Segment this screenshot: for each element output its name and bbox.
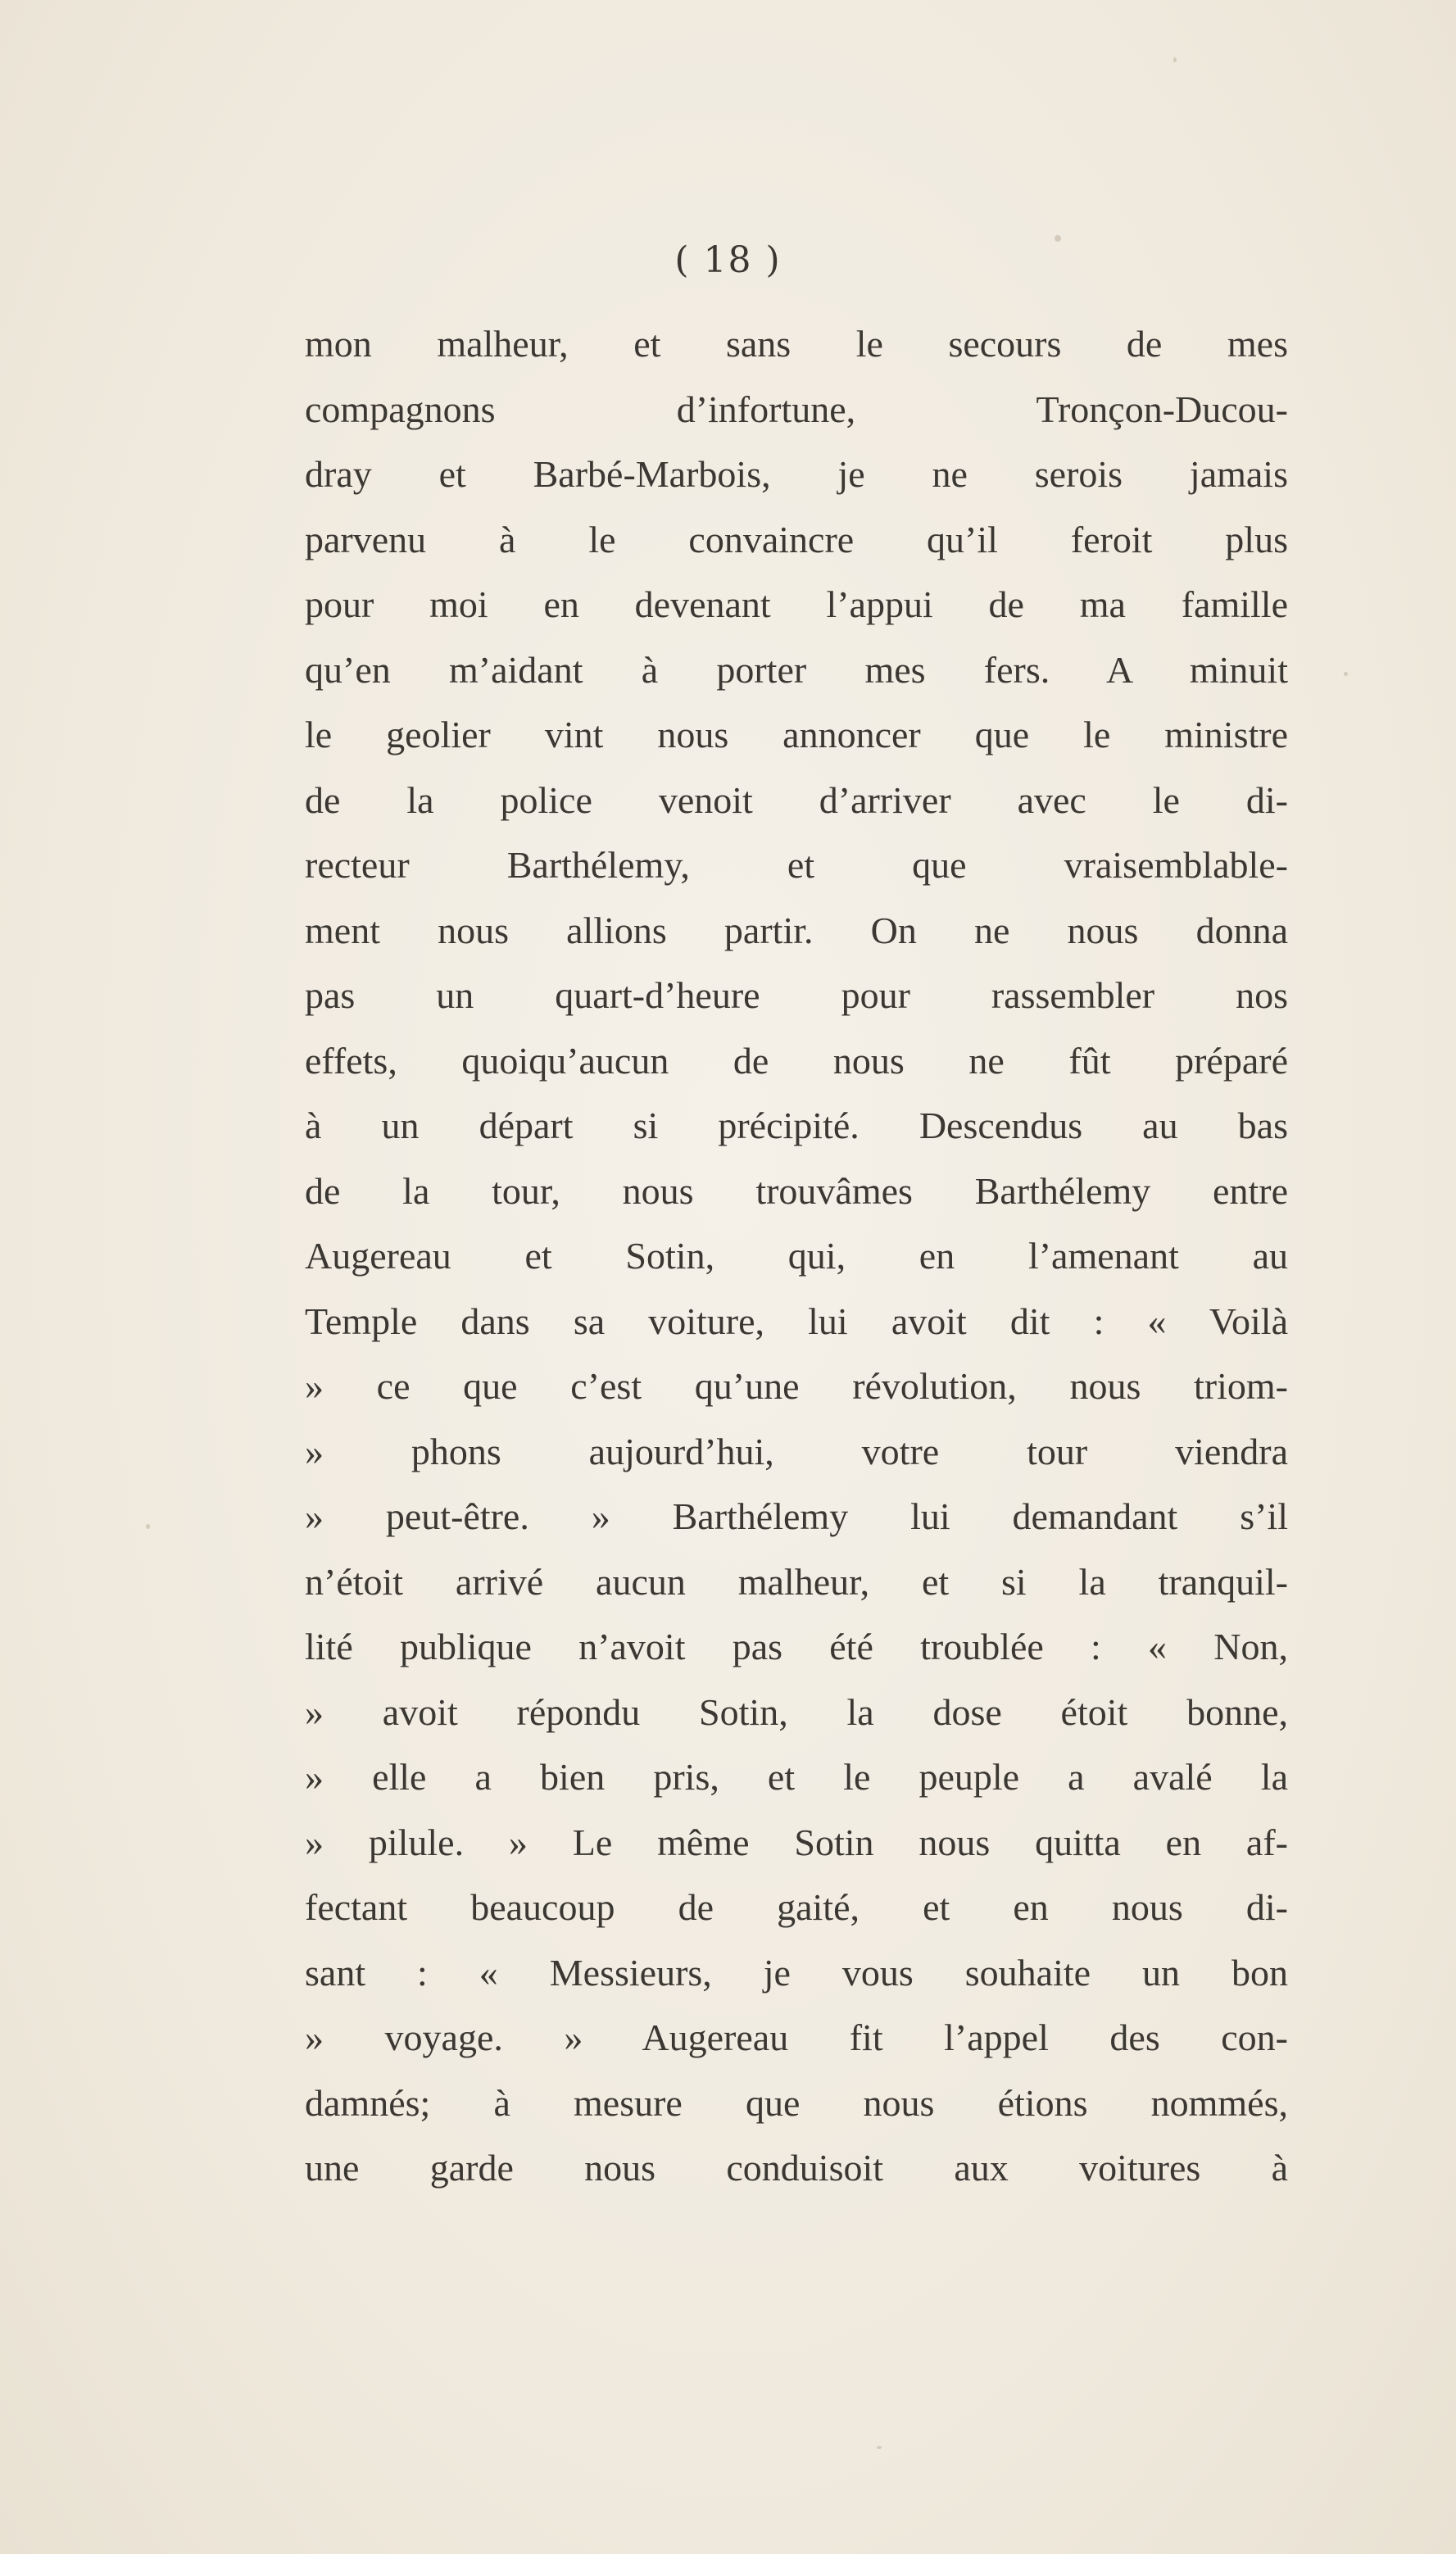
text-line: Temple dans sa voiture, lui avoit dit : « Voilà [305,1300,1288,1342]
paper-spot [1173,57,1177,62]
text-line: » elle a bien pris, et le peuple a avalé la [305,1756,1288,1798]
paper-spot [877,2446,882,2449]
paper-spot [1344,672,1348,676]
text-line: fectant beaucoup de gaité, et en nous di- [305,1886,1288,1928]
text-line: » pilule. » Le même Sotin nous quitta en af- [305,1821,1288,1863]
text-line: de la police venoit d’arriver avec le di- [305,778,1288,821]
paper-spot [146,1524,150,1529]
body-text [305,311,1288,2201]
text-line: » avoit répondu Sotin, la dose étoit bonne, [305,1690,1288,1733]
text-line: effets, quoiqu’aucun de nous ne fût préparé [305,1039,1288,1082]
text-line: n’étoit arrivé aucun malheur, et si la tranquil- [305,1560,1288,1603]
text-line: le geolier vint nous annoncer que le ministre [305,714,1288,755]
text-line: Augereau et Sotin, qui, en l’amenant au [305,1235,1288,1277]
text-line: lité publique n’avoit pas été troublée : « Non, [305,1626,1288,1667]
text-line: parvenu à le convaincre qu’il feroit plus [305,518,1288,560]
text-line: à un départ si précipité. Descendus au bas [305,1105,1288,1146]
text-line: compagnons d’infortune, Tronçon-Ducou- [305,388,1288,430]
text-line: recteur Barthélemy, et que vraisemblable- [305,844,1288,886]
text-line: ment nous allions partir. On ne nous donna [305,909,1288,951]
text-line: pas un quart-d’heure pour rassembler nos [305,974,1288,1016]
text-line: sant : « Messieurs, je vous souhaite un bon [305,1951,1288,1994]
text-line: une garde nous conduisoit aux voitures à [305,2147,1288,2189]
text-line: » voyage. » Augereau fit l’appel des con- [305,2016,1288,2058]
text-line: damnés; à mesure que nous étions nommés, [305,2081,1288,2124]
text-line: mon malheur, et sans le secours de mes [305,323,1288,365]
text-line: de la tour, nous trouvâmes Barthélemy entre [305,1169,1288,1212]
text-line: dray et Barbé-Marbois, je ne serois jamais [305,453,1288,495]
text-line: » peut-être. » Barthélemy lui demandant s’il [305,1495,1288,1537]
text-line: qu’en m’aidant à porter mes fers. A minuit [305,648,1288,691]
page-number: ( 18 ) [674,239,782,281]
text-line: » phons aujourd’hui, votre tour viendra [305,1430,1288,1472]
text-line: » ce que c’est qu’une révolution, nous triom- [305,1365,1288,1407]
text-line: pour moi en devenant l’appui de ma famille [305,583,1288,625]
